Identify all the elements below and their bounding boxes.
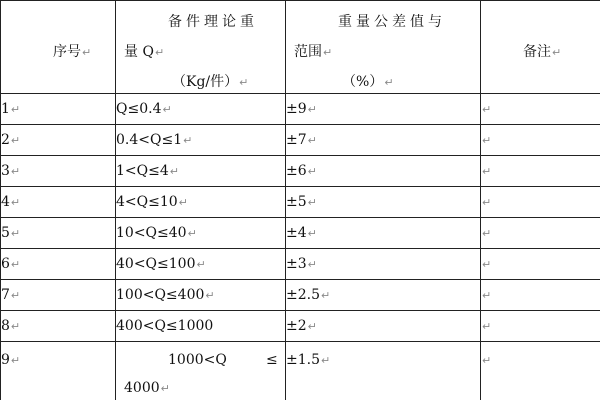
paragraph-mark-icon: ↵ [10,196,21,209]
paragraph-mark-icon: ↵ [307,165,317,178]
note-cell [481,280,600,311]
paragraph-mark-icon: ↵ [82,46,92,59]
weight-cell: 400<Q≤1000 [116,311,286,342]
paragraph-mark-icon: ↵ [10,289,21,302]
header-tolerance-line2: 范围↵ [294,44,333,60]
tolerance-cell: ±7↵ [286,125,481,156]
header-weight-line2: 量 Q↵ [124,44,165,60]
paragraph-mark-icon: ↵ [482,354,492,367]
table-row [1,125,600,156]
note-cell [481,187,600,218]
paragraph-mark-icon: ↵ [154,46,165,59]
paragraph-mark-icon: ↵ [196,258,206,271]
weight-cell: 10<Q≤40↵ [116,218,286,249]
weight-cell [116,342,286,400]
header-seq-cell [1,1,116,94]
note-cell [481,125,600,156]
tolerance-cell: ±5↵ [286,187,481,218]
paragraph-mark-icon: ↵ [323,46,333,59]
table-row [1,342,600,400]
seq-cell: 5↵ [1,218,116,249]
paragraph-mark-icon: ↵ [307,134,317,147]
paragraph-mark-icon: ↵ [321,354,331,367]
table-row [1,94,600,125]
paragraph-mark-icon: ↵ [160,382,170,395]
seq-cell: 2↵ [1,125,116,156]
table-row [1,280,600,311]
table-row [1,249,600,280]
header-note-cell [481,1,600,94]
seq-cell: 7↵ [1,280,116,311]
paragraph-mark-icon: ↵ [239,76,249,89]
paragraph-mark-icon: ↵ [482,289,492,302]
paragraph-mark-icon: ↵ [307,103,317,116]
tolerance-cell: ±3↵ [286,249,481,280]
weight-cell: 4<Q≤10↵ [116,187,286,218]
seq-cell: 9↵ [1,342,116,400]
paragraph-mark-icon: ↵ [321,289,331,302]
paragraph-mark-icon: ↵ [482,227,492,240]
paragraph-mark-icon: ↵ [307,227,317,240]
table-row [1,311,600,342]
paragraph-mark-icon: ↵ [183,134,193,147]
paragraph-mark-icon: ↵ [169,165,179,178]
seq-cell: 3↵ [1,156,116,187]
paragraph-mark-icon: ↵ [482,320,492,333]
seq-cell: 4↵ [1,187,116,218]
paragraph-mark-icon: ↵ [384,76,394,89]
paragraph-mark-icon: ↵ [307,320,317,333]
tolerance-cell: ±1.5↵ [286,342,481,400]
paragraph-mark-icon: ↵ [187,227,197,240]
table-row [1,218,600,249]
tolerance-cell: ±2.5↵ [286,280,481,311]
weight-cell: 100<Q≤400↵ [116,280,286,311]
paragraph-mark-icon: ↵ [10,103,21,116]
note-cell [481,94,600,125]
paragraph-mark-icon: ↵ [162,103,172,116]
paragraph-mark-icon: ↵ [482,196,492,209]
note-cell [481,342,600,400]
paragraph-mark-icon: ↵ [205,289,215,302]
weight-range-end: 4000↵ [124,380,170,396]
weight-range-start: 1000<Q [168,352,227,368]
paragraph-mark-icon: ↵ [10,227,21,240]
note-cell [481,311,600,342]
weight-range-operator: ≤ [266,352,278,368]
weight-cell: 0.4<Q≤1↵ [116,125,286,156]
header-tolerance-cell [286,1,481,94]
paragraph-mark-icon: ↵ [10,258,21,271]
tolerance-cell: ±6↵ [286,156,481,187]
paragraph-mark-icon: ↵ [10,165,21,178]
weight-cell: Q≤0.4↵ [116,94,286,125]
paragraph-mark-icon: ↵ [178,196,188,209]
header-tolerance-line3: （%）↵ [342,74,394,90]
tolerance-cell: ±9↵ [286,94,481,125]
weight-cell: 1<Q≤4↵ [116,156,286,187]
paragraph-mark-icon: ↵ [482,165,492,178]
paragraph-mark-icon: ↵ [10,320,21,333]
tolerance-cell: ±4↵ [286,218,481,249]
note-cell [481,249,600,280]
paragraph-mark-icon: ↵ [307,258,317,271]
header-seq-text: 序号↵ [53,44,92,60]
table-header-row [1,1,600,94]
paragraph-mark-icon: ↵ [10,134,21,147]
header-weight-line3: （Kg/件）↵ [172,74,249,90]
header-weight-line1: 备件理论重 [168,14,258,30]
note-cell [481,156,600,187]
tolerance-cell: ±2↵ [286,311,481,342]
header-weight-cell [116,1,286,94]
header-tolerance-line1: 重量公差值与 [338,14,446,30]
seq-cell: 1↵ [1,94,116,125]
table-row [1,187,600,218]
paragraph-mark-icon: ↵ [307,196,317,209]
paragraph-mark-icon: ↵ [482,134,492,147]
note-cell [481,218,600,249]
paragraph-mark-icon: ↵ [482,103,492,116]
paragraph-mark-icon: ↵ [10,354,21,367]
paragraph-mark-icon: ↵ [482,258,492,271]
header-note-text: 备注↵ [523,44,562,60]
weight-cell: 40<Q≤100↵ [116,249,286,280]
paragraph-mark-icon: ↵ [552,46,562,59]
seq-cell: 8↵ [1,311,116,342]
table-row [1,156,600,187]
seq-cell: 6↵ [1,249,116,280]
